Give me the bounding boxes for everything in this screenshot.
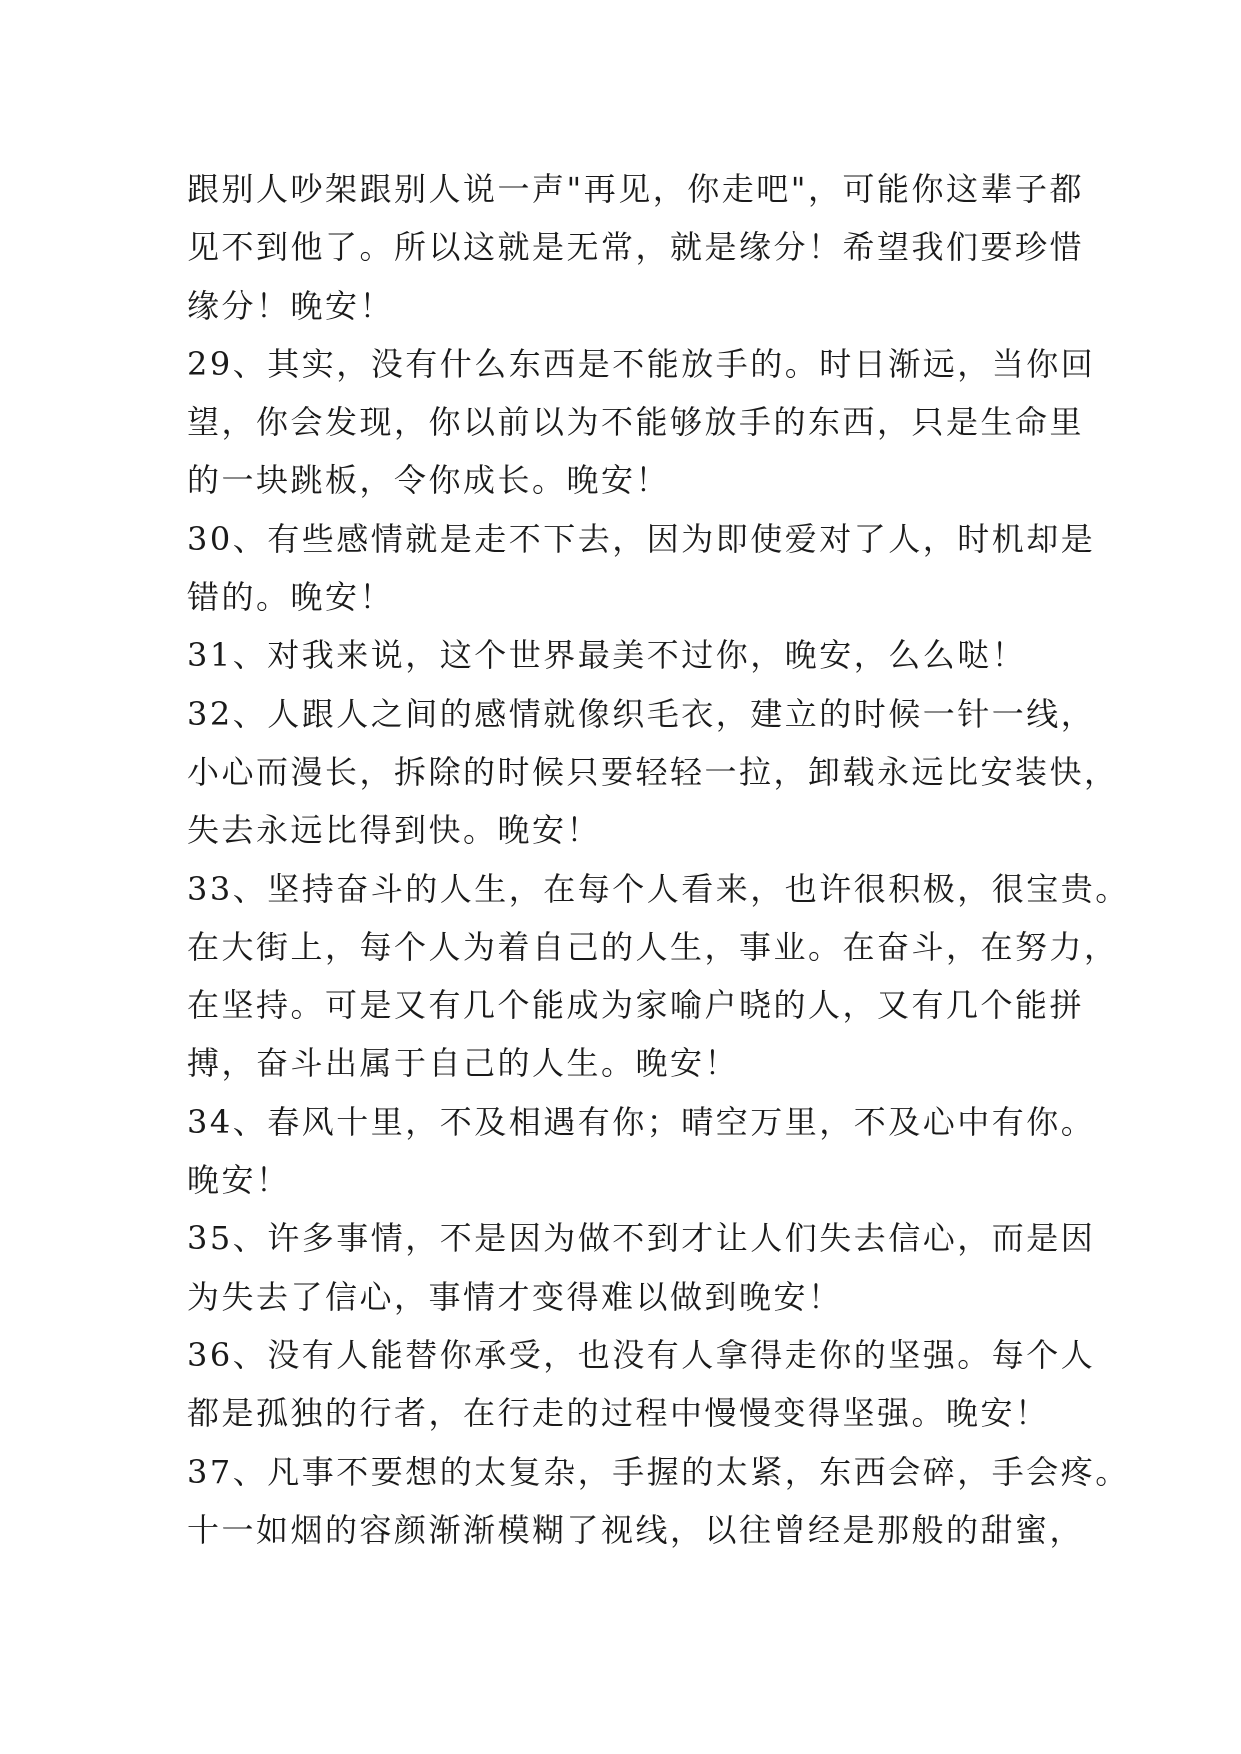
text-line: 的一块跳板，令你成长。晚安！ — [187, 461, 671, 500]
text-line: 在坚持。可是又有几个能成为家喻户晓的人，又有几个能拼 — [187, 986, 1085, 1025]
text-line: 31、对我来说，这个世界最美不过你，晚安，么么哒！ — [187, 636, 1027, 675]
text-line: 34、春风十里，不及相遇有你；晴空万里，不及心中有你。 — [187, 1102, 1096, 1141]
text-line: 32、人跟人之间的感情就像织毛衣，建立的时候一针一线， — [187, 694, 1096, 733]
text-line: 37、凡事不要想的太复杂，手握的太紧，东西会碎，手会疼。 — [187, 1452, 1130, 1491]
text-line: 35、许多事情，不是因为做不到才让人们失去信心，而是因 — [187, 1219, 1096, 1258]
text-line: 为失去了信心，事情才变得难以做到晚安！ — [187, 1277, 843, 1316]
text-line: 小心而漫长，拆除的时候只要轻轻一拉，卸载永远比安装快， — [187, 752, 1119, 791]
text-line: 36、没有人能替你承受，也没有人拿得走你的坚强。每个人 — [187, 1335, 1096, 1374]
text-line: 错的。晚安！ — [187, 578, 395, 617]
text-line: 十一如烟的容颜渐渐模糊了视线，以往曾经是那般的甜蜜， — [187, 1510, 1085, 1549]
text-line: 跟别人吵架跟别人说一声"再见，你走吧"，可能你这辈子都 — [187, 170, 1084, 208]
text-line: 望，你会发现，你以前以为不能够放手的东西，只是生命里 — [187, 403, 1085, 442]
text-line: 缘分！晚安！ — [187, 286, 395, 325]
text-line: 失去永远比得到快。晚安！ — [187, 811, 602, 850]
text-line: 见不到他了。所以这就是无常，就是缘分！希望我们要珍惜 — [187, 228, 1085, 267]
text-line: 29、其实，没有什么东西是不能放手的。时日渐远，当你回 — [187, 344, 1096, 383]
text-line: 晚安！ — [187, 1161, 291, 1200]
text-line: 30、有些感情就是走不下去，因为即使爱对了人，时机却是 — [187, 519, 1096, 558]
text-line: 在大街上，每个人为着自己的人生，事业。在奋斗，在努力， — [187, 927, 1119, 966]
text-line: 都是孤独的行者，在行走的过程中慢慢变得坚强。晚安！ — [187, 1394, 1050, 1433]
text-line: 搏，奋斗出属于自己的人生。晚安！ — [187, 1044, 740, 1083]
text-line: 33、坚持奋斗的人生，在每个人看来，也许很积极，很宝贵。 — [187, 869, 1130, 908]
document-body — [187, 160, 1130, 1559]
